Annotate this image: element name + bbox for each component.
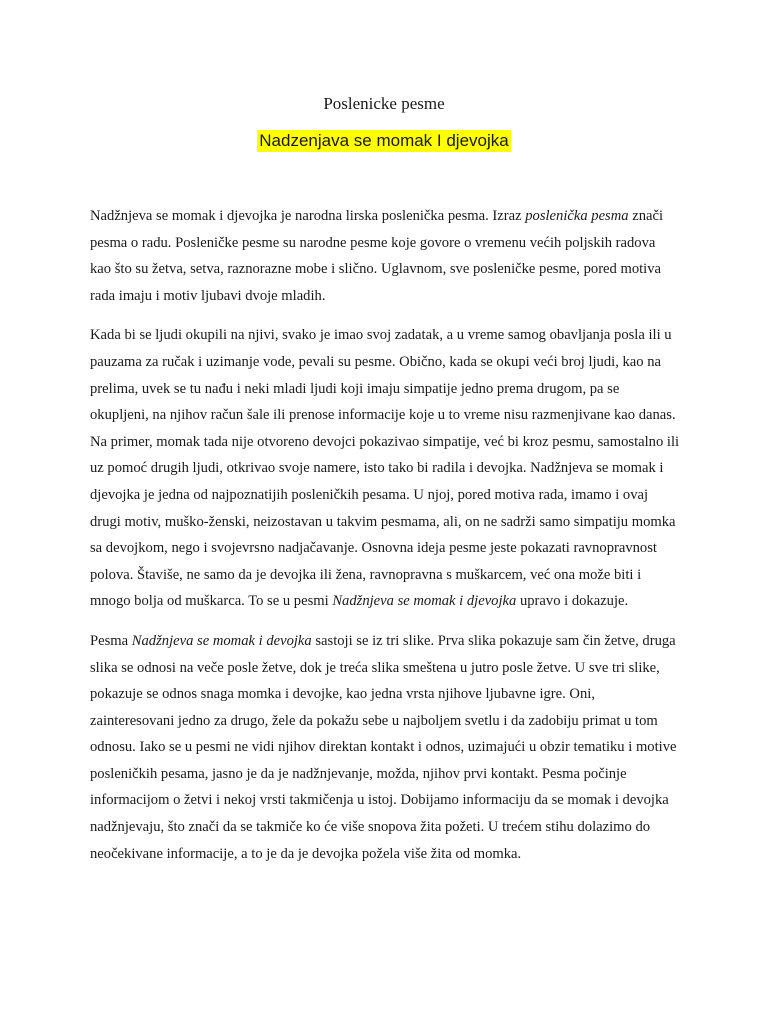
document-title: Poslenicke pesme [323,94,445,113]
paragraph-1-text-1: Nadžnjeva se momak i djevojka je narodna lirska poslenička pesma. Izraz [90,208,526,224]
paragraph-3 [90,628,680,867]
paragraph-3-text-2: sastoji se iz tri slike. Prva slika pokazuje sam čin žetve, druga slika se odnosi na veče posle žetve, dok je treća slika smeštena u jutro posle žetve. U sve tri slike, pokazuje se odnos snaga momka i devojke, kao jedna vrsta njihove ljubavne igre. Oni, zainteresovani jedno za drugo, žele da pokažu sebe u najboljem svetlu i da zadobiju primat u tom odnosu. Iako se u pesmi ne vidi njihov direktan kontakt i odnos, uzimajući u obzir tematiku i motive posleničkih pesama, jasno je da je nadžnjevanje, možda, njihov prvi kontakt. Pesma počinje informacijom o žetvi i nekoj vrsti takmičenja u istoj. Dobijamo informaciju da se momak i devojka nadžnjevaju, što znači da se takmiče ko će više snopova žita požeti. U trećem stihu dolazimo do neočekivane informacije, a to je da je devojka požela više žita od momka. [90,632,677,862]
paragraph-1-italic-1: poslenička pesma [525,208,629,224]
paragraph-1-text-2: znači pesma o radu. Posleničke pesme su narodne pesme koje govore o vremenu većih poljskih radova kao što su žetva, setva, raznorazne mobe i slično. Uglavnom, sve posleničke pesme, pored motiva rada imaju i motiv ljubavi dvoje mladih. [90,208,664,304]
document-body [90,203,680,880]
paragraph-2-text-1: Kada bi se ljudi okupili na njivi, svako je imao svoj zadatak, a u vreme samog obavljanja posla ili u pauzama za ručak i uzimanje vode, pevali su pesme. Obično, kada se okupi veći broj ljudi, kao na prelima, uvek se tu nađu i neki mladi ljudi koji imaju simpatije jedno prema drugom, pa se okupljeni, na njihov račun šale ili prenose informacije koje u to vreme nisu razmenjivane kao danas. Na primer, momak tada nije otvoreno devojci pokazivao simpatije, već bi kroz pesmu, samostalno ili uz pomoć drugih ljudi, otkrivao svoje namere, isto tako bi radila i devojka. Nadžnjeva se momak i djevojka je jedna od najpoznatijih posleničkih pesama. U njoj, pored motiva rada, imamo i ovaj drugi motiv, muško-ženski, neizostavan u takvim pesmama, ali, on ne sadrži samo simpatiju momka sa devojkom, nego i svojevrsno nadjačavanje. Osnovna ideja pesme jeste pokazati ravnopravnost polova. Štaviše, ne samo da je devojka ili žena, ravnopravna s muškarcem, već ona može biti i mnogo bolja od muškarca. To se u pesmi [90,327,680,610]
paragraph-3-text-1: Pesma [90,632,132,649]
paragraph-2 [90,322,680,615]
paragraph-3-italic-1: Nadžnjeva se momak i devojka [131,632,312,649]
paragraph-1 [90,203,680,309]
paragraph-2-italic-1: Nadžnjeva se momak i djevojka [332,593,517,610]
subtitle-container [0,130,768,152]
paragraph-2-text-2: upravo i dokazuje. [516,593,629,610]
highlighted-subtitle: Nadzenjava se momak I djevojka [259,131,509,150]
